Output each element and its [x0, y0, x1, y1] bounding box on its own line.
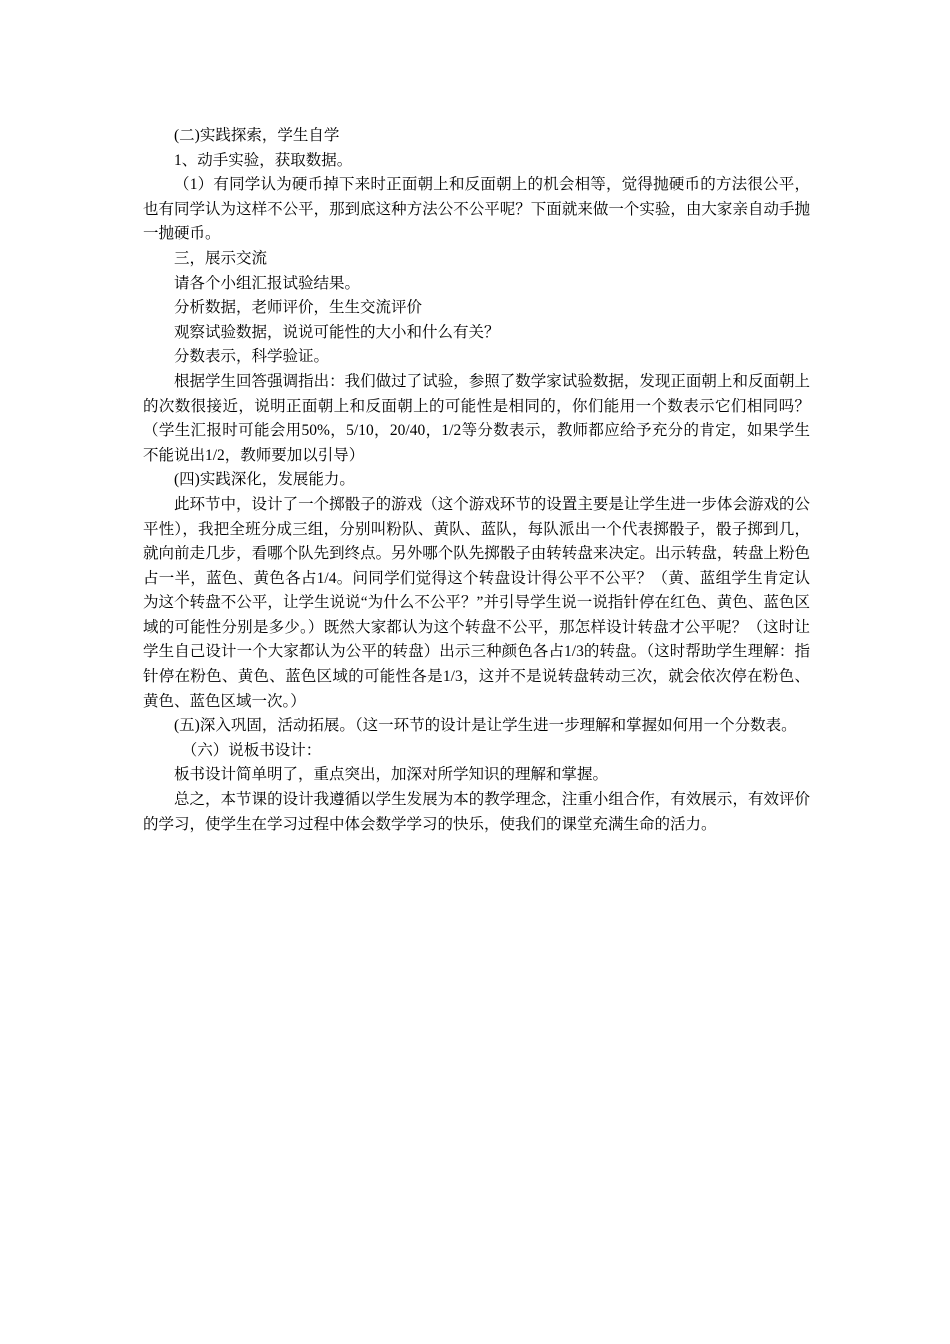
paragraph-board-design: 板书设计简单明了，重点突出，加深对所学知识的理解和掌握。 — [174, 766, 609, 784]
step-hands-on-experiment: 1、动手实验，获取数据。 — [174, 151, 353, 169]
heading-practice-explore: (二)实践探索，学生自学 — [174, 127, 340, 144]
heading-show-exchange: 三，展示交流 — [174, 249, 268, 267]
heading-deepen-practice: (四)实践深化，发展能力。 — [174, 471, 355, 489]
paragraph-fraction-verify: 分数表示，科学验证。 — [174, 348, 330, 366]
heading-consolidate: (五)深入巩固，活动拓展。（这一环节的设计是让学生进一步理解和掌握如何用一个分数表。 — [174, 717, 797, 735]
heading-board-design: （六）说板书设计： — [181, 741, 322, 759]
paragraph-analyze-data: 分析数据，老师评价，生生交流评价 — [174, 299, 423, 317]
paragraph-summary: 总之，本节课的设计我遵循以学生发展为本的教学理念，注重小组合作，有效展示，有效评价的学习，使学生在学习过程中体会数学学习的快乐，使我们的课堂充满生命的活力。 — [143, 791, 810, 833]
paragraph-emphasis: 根据学生回答强调指出：我们做过了试验，参照了数学家试验数据，发现正面朝上和反面朝上的次数很接近，说明正面朝上和反面朝上的可能性是相同的，你们能用一个数表示它们相同吗？（学生汇报时可能会用50%，5/10，20/40，1/2等分数表示，教师都应给予充分的肯定，如果学生不能说出1/2，教师要加以引导） — [143, 372, 810, 464]
document-body — [143, 124, 810, 837]
paragraph-group-report: 请各个小组汇报试验结果。 — [174, 274, 361, 292]
paragraph-observe-data: 观察试验数据，说说可能性的大小和什么有关？ — [174, 323, 500, 341]
paragraph-coin-experiment: （1）有同学认为硬币掉下来时正面朝上和反面朝上的机会相等，觉得抛硬币的方法很公平，也有同学认为这样不公平，那到底这种方法公不公平呢？下面就来做一个实验，由大家亲自动手抛一抛硬币。 — [143, 176, 810, 243]
paragraph-dice-game: 此环节中，设计了一个掷骰子的游戏（这个游戏环节的设置主要是让学生进一步体会游戏的公平性），我把全班分成三组，分别叫粉队、黄队、蓝队，每队派出一个代表掷骰子，骰子掷到几，就向前走几步，看哪个队先到终点。另外哪个队先掷骰子由转转盘来决定。出示转盘，转盘上粉色占一半，蓝色、黄色各占1/4。问同学们觉得这个转盘设计得公平不公平？（黄、蓝组学生肯定认为这个转盘不公平，让学生说说“为什么不公平？”并引导学生说一说指针停在红色、黄色、蓝色区域的可能性分别是多少。）既然大家都认为这个转盘不公平，那怎样设计转盘才公平呢？（这时让学生自己设计一个大家都认为公平的转盘）出示三种颜色各占1/3的转盘。（这时帮助学生理解：指针停在粉色、黄色、蓝色区域的可能性各是1/3，这并不是说转盘转动三次，就会依次停在粉色、黄色、蓝色区域一次。） — [143, 495, 810, 710]
